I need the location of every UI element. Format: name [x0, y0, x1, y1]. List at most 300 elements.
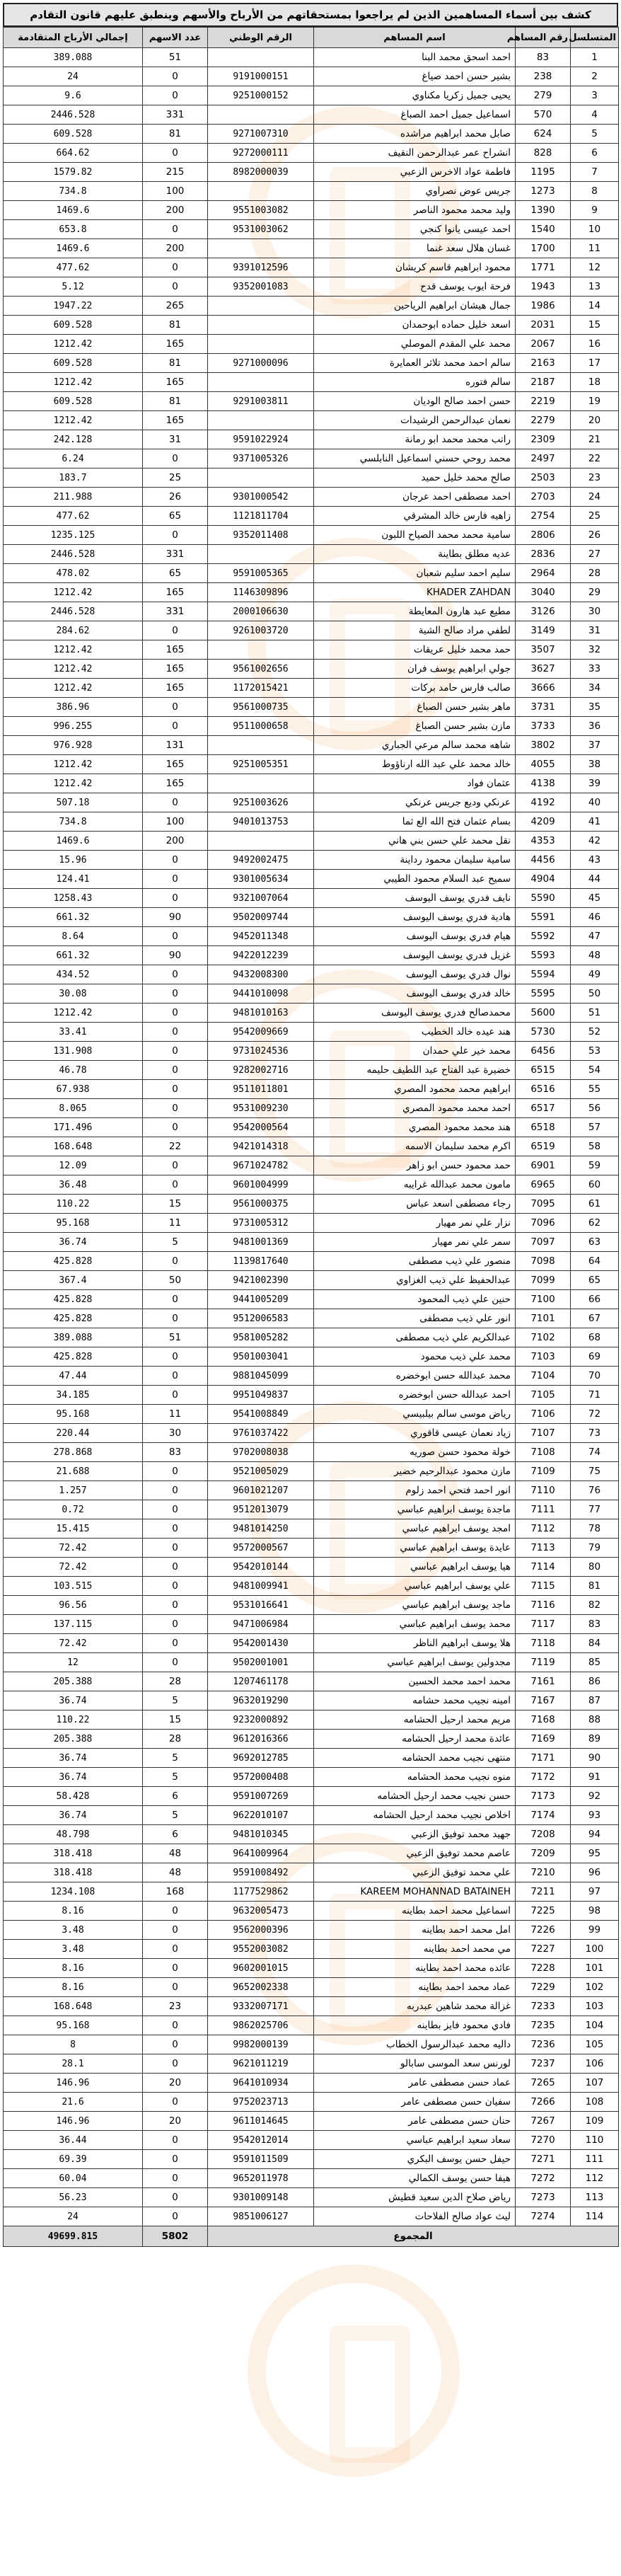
cell-serial: 66	[571, 1290, 619, 1309]
cell-shares-count: 65	[143, 507, 208, 526]
cell-shares-count: 331	[143, 602, 208, 621]
cell-shares-count: 0	[143, 1577, 208, 1596]
table-row	[4, 1233, 619, 1252]
cell-shareholder-name: KAREEM MOHANNAD BATAINEH	[314, 1882, 516, 1902]
cell-national-id: 9591022924	[208, 430, 314, 449]
cell-total-profits: 21.6	[4, 2093, 143, 2112]
cell-national-id: 9552003082	[208, 1940, 314, 1959]
cell-total-profits: 425.828	[4, 1309, 143, 1328]
cell-shares-count: 0	[143, 2150, 208, 2169]
cell-total-profits: 6.24	[4, 449, 143, 468]
table-row	[4, 774, 619, 793]
cell-national-id: 9551003082	[208, 201, 314, 220]
cell-shareholder-number: 2187	[516, 373, 571, 392]
cell-shareholder-number: 1700	[516, 239, 571, 258]
table-row	[4, 1634, 619, 1653]
table-row	[4, 1156, 619, 1175]
cell-shares-count: 165	[143, 774, 208, 793]
cell-total-profits: 137.115	[4, 1615, 143, 1634]
cell-total-profits: 0.72	[4, 1500, 143, 1519]
cell-serial: 60	[571, 1175, 619, 1195]
cell-shareholder-number: 1771	[516, 258, 571, 277]
header-shares-count: عدد الاسهم	[143, 28, 208, 48]
cell-serial: 7	[571, 163, 619, 182]
table-row	[4, 2188, 619, 2207]
cell-serial: 70	[571, 1367, 619, 1386]
table-row	[4, 1577, 619, 1596]
cell-serial: 97	[571, 1882, 619, 1902]
cell-shares-count: 26	[143, 488, 208, 507]
cell-shareholder-name: رياض موسى سالم بيلبيسي	[314, 1405, 516, 1424]
cell-shareholder-name: عبدالكريم علي ذيب مصطفى	[314, 1328, 516, 1347]
cell-serial: 32	[571, 640, 619, 660]
cell-total-profits: 47.44	[4, 1367, 143, 1386]
cell-shareholder-name: فادي محمود فايز بطاينه	[314, 2016, 516, 2035]
header-shareholder-number: رقم المساهم	[516, 28, 571, 48]
cell-total-profits: 12.09	[4, 1156, 143, 1175]
cell-national-id: 9601021207	[208, 1481, 314, 1500]
cell-serial: 46	[571, 908, 619, 927]
cell-national-id: 9401013753	[208, 812, 314, 832]
cell-shares-count: 51	[143, 1328, 208, 1347]
cell-shareholder-name: رجاء مصطفى اسعد عباس	[314, 1195, 516, 1214]
cell-national-id: 1139817640	[208, 1252, 314, 1271]
cell-serial: 113	[571, 2188, 619, 2207]
cell-serial: 11	[571, 239, 619, 258]
cell-shares-count: 0	[143, 86, 208, 105]
table-row	[4, 449, 619, 468]
cell-total-profits: 734.8	[4, 812, 143, 832]
cell-shares-count: 0	[143, 1500, 208, 1519]
cell-national-id: 9632019290	[208, 1691, 314, 1710]
cell-shareholder-number: 7106	[516, 1405, 571, 1424]
cell-shareholder-number: 2219	[516, 392, 571, 411]
cell-shareholder-name: ماجد يوسف ابراهيم عباسي	[314, 1596, 516, 1615]
cell-national-id: 9272000111	[208, 144, 314, 163]
cell-shareholder-number: 3666	[516, 679, 571, 698]
cell-shareholder-name: انور احمد فتحي احمد زلوم	[314, 1481, 516, 1500]
cell-national-id: 9511000658	[208, 717, 314, 736]
table-row	[4, 1424, 619, 1443]
cell-total-profits: 664.62	[4, 144, 143, 163]
cell-shareholder-number: 7099	[516, 1271, 571, 1290]
cell-serial: 101	[571, 1959, 619, 1978]
table-row	[4, 679, 619, 698]
cell-total-profits: 48.798	[4, 1825, 143, 1844]
cell-total-profits: 46.78	[4, 1061, 143, 1080]
table-row	[4, 660, 619, 679]
cell-total-profits: 34.185	[4, 1386, 143, 1405]
table-row	[4, 793, 619, 812]
table-row	[4, 1462, 619, 1481]
cell-shareholder-number: 5591	[516, 908, 571, 927]
table-row	[4, 1500, 619, 1519]
cell-shareholder-name: سميح عبد السلام محمود الطيبي	[314, 870, 516, 889]
cell-shareholder-number: 5595	[516, 984, 571, 1004]
cell-shares-count: 20	[143, 2074, 208, 2093]
cell-serial: 111	[571, 2150, 619, 2169]
cell-shares-count: 0	[143, 1596, 208, 1615]
cell-shares-count: 0	[143, 1156, 208, 1175]
table-row	[4, 1042, 619, 1061]
cell-shareholder-number: 2754	[516, 507, 571, 526]
cell-national-id: 9692012785	[208, 1749, 314, 1768]
cell-shareholder-name: ليث عواد صالح الفلاحات	[314, 2207, 516, 2226]
cell-shares-count: 0	[143, 2035, 208, 2054]
table-row	[4, 2150, 619, 2169]
cell-shareholder-name: حنان حسن مصطفى عامر	[314, 2112, 516, 2131]
cell-national-id: 1121811704	[208, 507, 314, 526]
cell-serial: 76	[571, 1481, 619, 1500]
table-row	[4, 67, 619, 86]
cell-shares-count: 165	[143, 640, 208, 660]
table-row	[4, 1328, 619, 1347]
cell-serial: 90	[571, 1749, 619, 1768]
cell-total-profits: 69.39	[4, 2150, 143, 2169]
cell-shareholder-name: عماد محمد احمد بطاينه	[314, 1978, 516, 1997]
cell-shareholder-number: 7272	[516, 2169, 571, 2188]
cell-shareholder-number: 7228	[516, 1959, 571, 1978]
cell-shareholder-number: 7095	[516, 1195, 571, 1214]
cell-national-id: 9481009941	[208, 1577, 314, 1596]
table-row	[4, 1080, 619, 1099]
table-row	[4, 201, 619, 220]
cell-national-id: 9752023713	[208, 2093, 314, 2112]
cell-total-profits: 3.48	[4, 1921, 143, 1940]
cell-shareholder-number: 4456	[516, 851, 571, 870]
cell-serial: 9	[571, 201, 619, 220]
cell-shares-count: 165	[143, 583, 208, 602]
cell-national-id: 9611014645	[208, 2112, 314, 2131]
cell-serial: 48	[571, 946, 619, 965]
table-row	[4, 1252, 619, 1271]
table-row	[4, 430, 619, 449]
cell-shareholder-number: 7229	[516, 1978, 571, 1997]
table-row	[4, 1558, 619, 1577]
table-row	[4, 316, 619, 335]
cell-serial: 84	[571, 1634, 619, 1653]
table-row	[4, 602, 619, 621]
cell-shareholder-number: 7107	[516, 1424, 571, 1443]
cell-shares-count: 31	[143, 430, 208, 449]
cell-shareholder-name: هند عيده خالد الخطيب	[314, 1023, 516, 1042]
cell-national-id: 9251005351	[208, 755, 314, 774]
cell-total-profits: 609.528	[4, 316, 143, 335]
cell-serial: 5	[571, 125, 619, 144]
cell-shareholder-name: مطيع عبد هارون المعايطة	[314, 602, 516, 621]
cell-shares-count: 81	[143, 125, 208, 144]
cell-shareholder-name: احمد محمد محمود المصري	[314, 1099, 516, 1118]
cell-total-profits: 183.7	[4, 468, 143, 488]
cell-shareholder-number: 6515	[516, 1061, 571, 1080]
cell-shares-count: 165	[143, 335, 208, 354]
cell-shareholder-number: 3627	[516, 660, 571, 679]
cell-shareholder-number: 7171	[516, 1749, 571, 1768]
cell-total-profits: 12	[4, 1653, 143, 1672]
table-row	[4, 277, 619, 297]
cell-serial: 64	[571, 1252, 619, 1271]
cell-shareholder-number: 4192	[516, 793, 571, 812]
cell-shareholder-number: 7227	[516, 1940, 571, 1959]
cell-national-id: 9632005473	[208, 1902, 314, 1921]
cell-shareholder-number: 7274	[516, 2207, 571, 2226]
cell-shareholder-number: 2309	[516, 430, 571, 449]
cell-shares-count: 0	[143, 1099, 208, 1118]
cell-shareholder-name: حمد محمود حسن ابو زاهر	[314, 1156, 516, 1175]
cell-serial: 65	[571, 1271, 619, 1290]
cell-total-profits: 72.42	[4, 1634, 143, 1653]
cell-national-id: 9421002390	[208, 1271, 314, 1290]
cell-shares-count: 0	[143, 1175, 208, 1195]
cell-national-id: 9702008038	[208, 1443, 314, 1462]
cell-serial: 79	[571, 1539, 619, 1558]
cell-total-profits: 146.96	[4, 2112, 143, 2131]
cell-shareholder-name: علي يوسف ابراهيم عباسي	[314, 1577, 516, 1596]
cell-national-id	[208, 832, 314, 851]
cell-shareholder-name: مامون محمد عبدالله غرايبه	[314, 1175, 516, 1195]
cell-shareholder-name: جمال هيشان ابراهيم الرياحين	[314, 297, 516, 316]
cell-shares-count: 0	[143, 965, 208, 984]
cell-shares-count: 0	[143, 526, 208, 545]
cell-total-profits: 1469.6	[4, 832, 143, 851]
cell-shares-count: 0	[143, 1978, 208, 1997]
cell-national-id: 9531009230	[208, 1099, 314, 1118]
totals-amount: 49699.815	[4, 2226, 143, 2247]
cell-shares-count: 0	[143, 258, 208, 277]
table-row	[4, 105, 619, 125]
cell-shares-count: 0	[143, 621, 208, 640]
table-row	[4, 411, 619, 430]
cell-national-id: 9452011348	[208, 927, 314, 946]
cell-shareholder-name: سامية سليمان محمود رداينة	[314, 851, 516, 870]
cell-total-profits: 58.428	[4, 1787, 143, 1806]
cell-shares-count: 0	[143, 144, 208, 163]
table-row	[4, 1137, 619, 1156]
cell-shares-count: 15	[143, 1710, 208, 1730]
cell-shareholder-name: محمد علي المقدم الموصلي	[314, 335, 516, 354]
cell-national-id: 9622010107	[208, 1806, 314, 1825]
cell-serial: 15	[571, 316, 619, 335]
cell-shareholder-number: 7209	[516, 1844, 571, 1863]
cell-serial: 83	[571, 1615, 619, 1634]
cell-serial: 103	[571, 1997, 619, 2016]
cell-shareholder-number: 6518	[516, 1118, 571, 1137]
cell-national-id: 9562000396	[208, 1921, 314, 1940]
table-row	[4, 354, 619, 373]
cell-national-id: 9542012014	[208, 2131, 314, 2150]
cell-national-id: 2000106630	[208, 602, 314, 621]
cell-shareholder-number: 4138	[516, 774, 571, 793]
cell-shareholder-number: 7161	[516, 1672, 571, 1691]
cell-serial: 94	[571, 1825, 619, 1844]
cell-shares-count: 168	[143, 1882, 208, 1902]
cell-national-id: 9512013079	[208, 1500, 314, 1519]
cell-shareholder-name: خالد محمد علي عبد الله ارناؤوط	[314, 755, 516, 774]
cell-serial: 88	[571, 1710, 619, 1730]
cell-national-id: 9301005634	[208, 870, 314, 889]
cell-total-profits: 15.415	[4, 1519, 143, 1539]
cell-shareholder-number: 7119	[516, 1653, 571, 1672]
table-row	[4, 927, 619, 946]
cell-national-id	[208, 316, 314, 335]
cell-shareholder-number: 7267	[516, 2112, 571, 2131]
cell-total-profits: 8.64	[4, 927, 143, 946]
cell-shares-count: 0	[143, 1959, 208, 1978]
cell-total-profits: 2446.528	[4, 545, 143, 564]
cell-shareholder-number: 7113	[516, 1539, 571, 1558]
table-row	[4, 1367, 619, 1386]
cell-shareholder-number: 2806	[516, 526, 571, 545]
totals-label: المجموع	[208, 2226, 619, 2247]
table-row	[4, 736, 619, 755]
cell-shareholder-name: محمد روحي حسني اسماعيل النابلسي	[314, 449, 516, 468]
table-row	[4, 832, 619, 851]
cell-shares-count: 50	[143, 1271, 208, 1290]
cell-shares-count: 90	[143, 908, 208, 927]
cell-serial: 69	[571, 1347, 619, 1367]
table-row	[4, 1768, 619, 1787]
cell-shareholder-number: 3733	[516, 717, 571, 736]
cell-serial: 12	[571, 258, 619, 277]
cell-national-id: 9621011219	[208, 2054, 314, 2074]
cell-shareholder-number: 7116	[516, 1596, 571, 1615]
cell-total-profits: 734.8	[4, 182, 143, 201]
cell-shares-count: 0	[143, 220, 208, 239]
table-row	[4, 717, 619, 736]
cell-shareholder-name: منتهى نجيب محمد الحشامه	[314, 1749, 516, 1768]
cell-serial: 74	[571, 1443, 619, 1462]
cell-shareholder-number: 6517	[516, 1099, 571, 1118]
cell-shares-count: 165	[143, 660, 208, 679]
cell-shareholder-number: 3126	[516, 602, 571, 621]
cell-national-id: 9481014250	[208, 1519, 314, 1539]
header-shareholder-name: اسم المساهم	[314, 28, 516, 48]
cell-serial: 82	[571, 1596, 619, 1615]
table-row	[4, 48, 619, 67]
cell-shareholder-number: 7097	[516, 1233, 571, 1252]
cell-national-id: 9612016366	[208, 1730, 314, 1749]
header-total-profits: إجمالي الأرباح المتقادمة	[4, 28, 143, 48]
cell-total-profits: 318.418	[4, 1863, 143, 1882]
cell-total-profits: 146.96	[4, 2074, 143, 2093]
table-row	[4, 1806, 619, 1825]
cell-serial: 21	[571, 430, 619, 449]
cell-serial: 85	[571, 1653, 619, 1672]
cell-shareholder-name: خضيرة عبد الفتاح عبد اللطيف حليمه	[314, 1061, 516, 1080]
cell-shareholder-name: امل محمد احمد بطاينه	[314, 1921, 516, 1940]
cell-total-profits: 60.04	[4, 2169, 143, 2188]
cell-shareholder-number: 279	[516, 86, 571, 105]
cell-national-id: 1146309896	[208, 583, 314, 602]
cell-shareholder-number: 7226	[516, 1921, 571, 1940]
cell-total-profits: 389.088	[4, 1328, 143, 1347]
cell-total-profits: 1212.42	[4, 679, 143, 698]
shareholders-table	[3, 27, 619, 2247]
cell-serial: 50	[571, 984, 619, 1004]
cell-national-id: 9652011978	[208, 2169, 314, 2188]
cell-shareholder-name: حسن احمد صالح الوديان	[314, 392, 516, 411]
cell-serial: 71	[571, 1386, 619, 1405]
cell-serial: 16	[571, 335, 619, 354]
table-row	[4, 1978, 619, 1997]
cell-shareholder-name: هيام فدري يوسف اليوسف	[314, 927, 516, 946]
cell-serial: 6	[571, 144, 619, 163]
cell-shareholder-number: 7103	[516, 1347, 571, 1367]
cell-total-profits: 1212.42	[4, 583, 143, 602]
cell-total-profits: 205.388	[4, 1730, 143, 1749]
table-row	[4, 488, 619, 507]
table-row	[4, 1940, 619, 1959]
cell-shareholder-number: 4055	[516, 755, 571, 774]
table-row	[4, 640, 619, 660]
cell-shareholder-number: 2703	[516, 488, 571, 507]
cell-shareholder-number: 7115	[516, 1577, 571, 1596]
cell-shareholder-name: مازن محمود عبدالرحيم خضير	[314, 1462, 516, 1481]
cell-shareholder-name: خولة محمود حسن صوريه	[314, 1443, 516, 1462]
cell-serial: 95	[571, 1844, 619, 1863]
cell-national-id: 9572000408	[208, 1768, 314, 1787]
cell-total-profits: 434.52	[4, 965, 143, 984]
cell-total-profits: 36.44	[4, 2131, 143, 2150]
cell-shares-count: 200	[143, 239, 208, 258]
cell-shares-count: 215	[143, 163, 208, 182]
table-row	[4, 1405, 619, 1424]
table-row	[4, 125, 619, 144]
cell-shares-count: 0	[143, 2207, 208, 2226]
cell-serial: 55	[571, 1080, 619, 1099]
cell-shareholder-name: ماهر بشير حسن الصباغ	[314, 698, 516, 717]
cell-serial: 91	[571, 1768, 619, 1787]
cell-serial: 1	[571, 48, 619, 67]
table-row	[4, 258, 619, 277]
cell-shareholder-name: احمد عبدالله حسن ابوخضره	[314, 1386, 516, 1405]
cell-national-id: 9371005326	[208, 449, 314, 468]
cell-shares-count: 131	[143, 736, 208, 755]
cell-shareholder-number: 7117	[516, 1615, 571, 1634]
cell-shares-count: 0	[143, 1921, 208, 1940]
cell-national-id: 9521005029	[208, 1462, 314, 1481]
cell-shares-count: 30	[143, 1424, 208, 1443]
cell-total-profits: 507.18	[4, 793, 143, 812]
cell-total-profits: 8	[4, 2035, 143, 2054]
cell-shareholder-number: 7266	[516, 2093, 571, 2112]
cell-shares-count: 0	[143, 1386, 208, 1405]
cell-shareholder-name: عديه مطلق بطاينة	[314, 545, 516, 564]
table-row	[4, 182, 619, 201]
cell-shares-count: 0	[143, 1615, 208, 1634]
cell-shareholder-name: منوه نجيب محمد الحشامه	[314, 1768, 516, 1787]
cell-shareholder-number: 7100	[516, 1290, 571, 1309]
table-row	[4, 1118, 619, 1137]
table-row	[4, 1882, 619, 1902]
cell-shareholder-name: نعمان عبدالرحمن الرشيدات	[314, 411, 516, 430]
cell-serial: 86	[571, 1672, 619, 1691]
cell-shares-count: 81	[143, 392, 208, 411]
cell-shareholder-number: 6516	[516, 1080, 571, 1099]
cell-national-id: 1207461178	[208, 1672, 314, 1691]
cell-serial: 19	[571, 392, 619, 411]
cell-shareholder-name: مازن بشير حسن الصباغ	[314, 717, 516, 736]
cell-shareholder-number: 7235	[516, 2016, 571, 2035]
cell-shares-count: 0	[143, 2131, 208, 2150]
cell-shares-count: 0	[143, 2188, 208, 2207]
cell-shareholder-number: 7096	[516, 1214, 571, 1233]
cell-total-profits: 24	[4, 2207, 143, 2226]
cell-shares-count: 0	[143, 2169, 208, 2188]
cell-serial: 87	[571, 1691, 619, 1710]
cell-total-profits: 8.16	[4, 1902, 143, 1921]
cell-national-id: 9641009964	[208, 1844, 314, 1863]
